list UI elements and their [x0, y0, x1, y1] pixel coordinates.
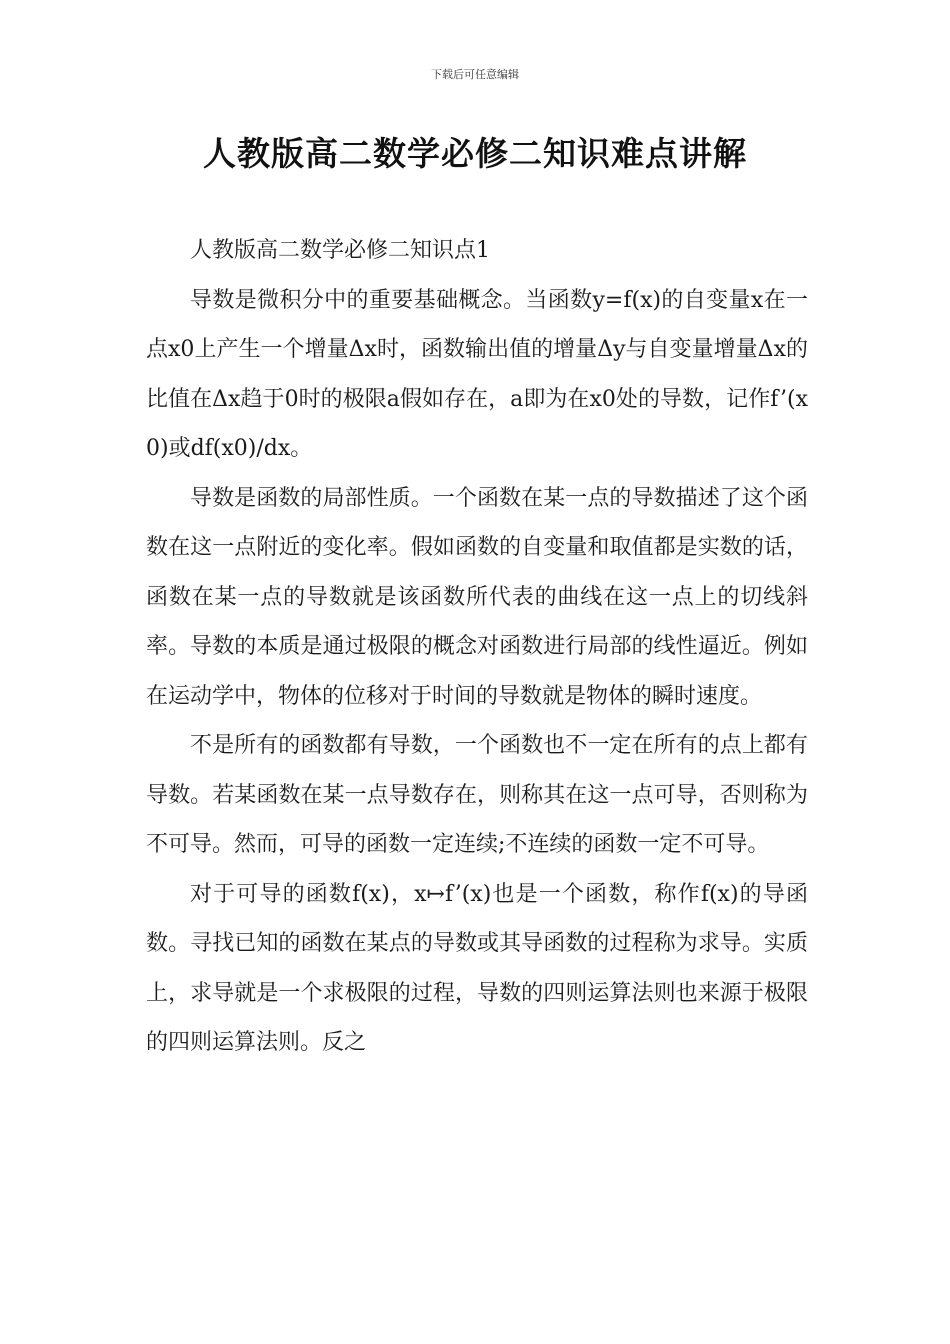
section-heading: 人教版高二数学必修二知识点1 — [190, 238, 490, 263]
paragraph-1: 导数是微积分中的重要基础概念。当函数y=f(x)的自变量x在一点x0上产生一个增量Δx时，函数输出值的增量Δy与自变量增量Δx的比值在Δx趋于0时的极限a假如存在，a即为在x0处的导数，记作f’(x0)或df(x0)/dx。 — [146, 287, 808, 461]
paragraph-4: 对于可导的函数f(x)，x↦f’(x)也是一个函数，称作f(x)的导函数。寻找已知的函数在某点的导数或其导函数的过程称为求导。实质上，求导就是一个求极限的过程，导数的四则运算法则也来源于极限的四则运算法则。反之 — [146, 881, 808, 1055]
paragraph-3: 不是所有的函数都有导数，一个函数也不一定在所有的点上都有导数。若某函数在某一点导数存在，则称其在这一点可导，否则称为不可导。然而，可导的函数一定连续;不连续的函数一定不可导。 — [146, 733, 808, 857]
paragraph-2: 导数是函数的局部性质。一个函数在某一点的导数描述了这个函数在这一点附近的变化率。假如函数的自变量和取值都是实数的话，函数在某一点的导数就是该函数所代表的曲线在这一点上的切线斜率。导数的本质是通过极限的概念对函数进行局部的线性逼近。例如在运动学中，物体的位移对于时间的导数就是物体的瞬时速度。 — [146, 485, 808, 709]
document-title: 人教版高二数学必修二知识难点讲解 — [203, 134, 747, 173]
document-body — [146, 226, 808, 1068]
header-note: 下载后可任意编辑 — [431, 68, 519, 81]
